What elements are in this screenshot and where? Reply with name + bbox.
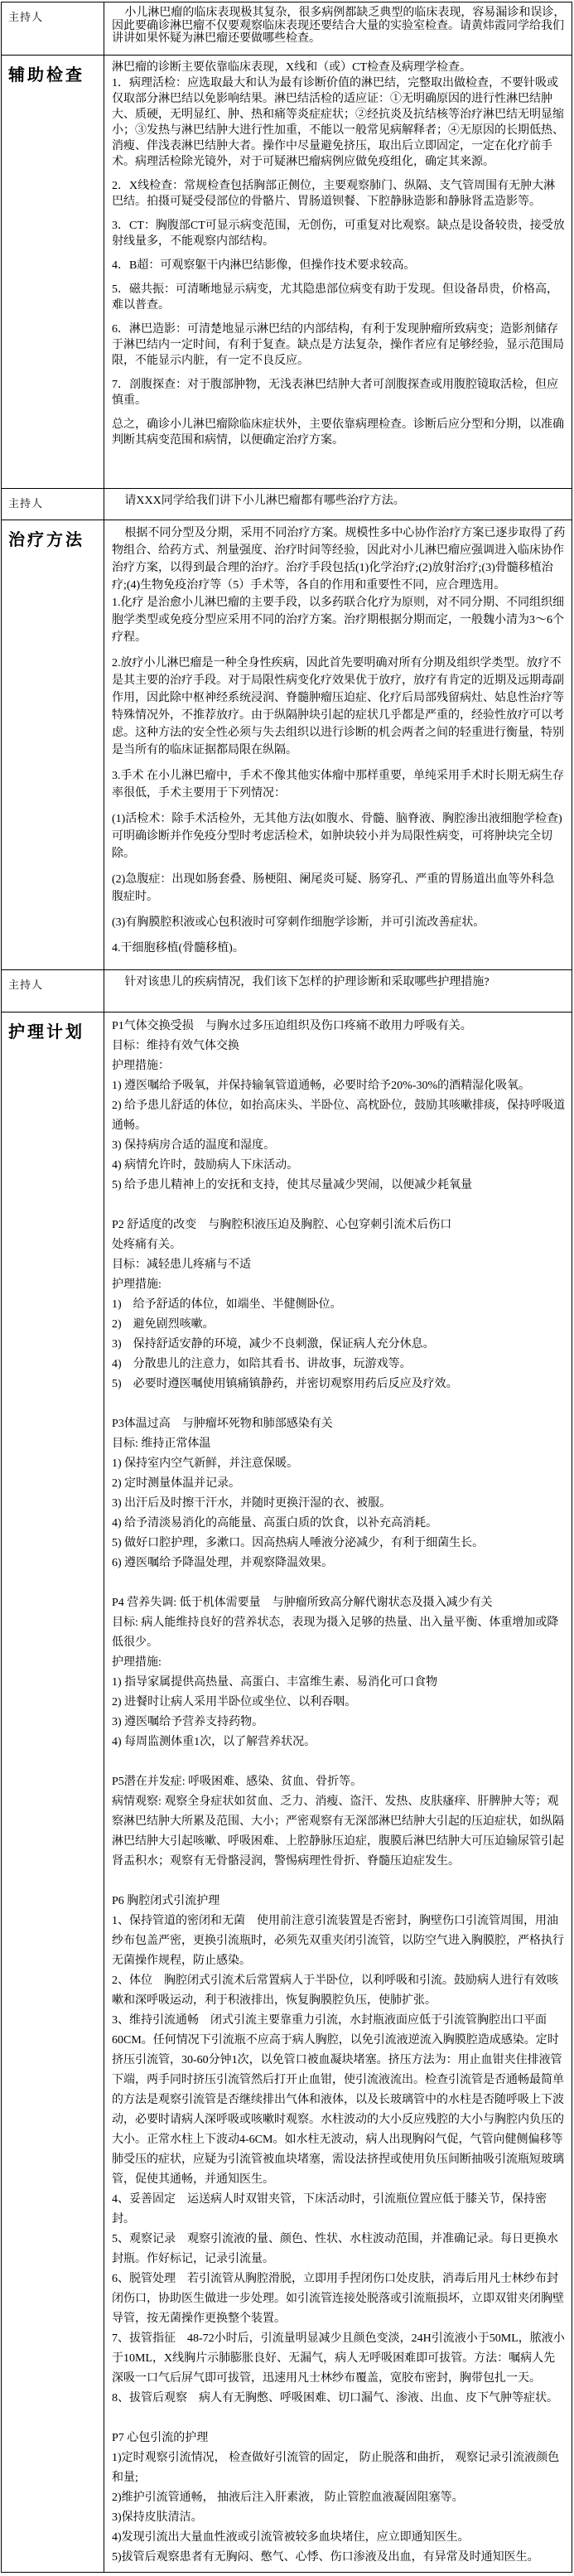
content-paragraph: 1、保持管道的密闭和无菌 使用前注意引流装置是否密封，胸壁伤口引流管周围，用油纱布包盖严密，更换引流瓶时，必须先双重夹闭引流管，以防空气进入胸膜腔，严格执行无菌操作规程，防止感染。 (112, 1915, 564, 1967)
content-paragraph: 4) 给予清淡易消化的高能量、高蛋白质的饮食，以补充高消耗。 (112, 1517, 438, 1530)
content-paragraph: 5)拔管后观察患者有无胸闷、憋气、心悸、伤口渗液及出血，有异常及时通知医生。 (112, 2551, 539, 2564)
content-paragraph: 3．CT：胸腹部CT可显示病变范围，无创伤，可重复对比观察。缺点是设备较贵，接受放射线量多，不能观察内部结构。 (112, 220, 565, 248)
content-paragraph: 2) 避免剧烈咳嗽。 (112, 1318, 215, 1331)
content-paragraph: 8、拔管后观察 病人有无胸憋、呼吸困难、切口漏气、渗液、出血、皮下气肿等症状。 (112, 2392, 558, 2404)
content-paragraph: 3) 保持舒适安静的环境，减少不良刺激，保证病人充分休息。 (112, 1338, 435, 1351)
content-paragraph: 3) 出汗后及时擦干汗水，并随时更换汗湿的衣、被服。 (112, 1497, 392, 1510)
row-label: 主持人 (8, 11, 44, 23)
content-paragraph: 根据不同分型及分期，采用不同治疗方案。规模性多中心协作治疗方案已逐步取得了药物组合、给药方式、剂量强度、治疗时间等经验，因此对小儿淋巴瘤应强调进入临床协作治疗方案，以得到最合理的治疗。治疗手段包括(1)化学治疗;(2)放射治疗;(3)骨髓移植治疗;(4)生物免疫治疗等（5）手术等，各自的作用和重要性不同，应合理选用。 (112, 527, 566, 592)
content-paragraph: 目标: 病人能维持良好的营养状态，表现为摄入足够的热量、出入量平衡、体重增加或降低很少。 (112, 1617, 559, 1649)
content-paragraph: 1) 给予舒适的体位，如端坐、半健侧卧位。 (112, 1298, 342, 1311)
content-paragraph: 1．病理活检：应选取最大和认为最有诊断价值的淋巴结，完整取出做检查，不要针吸或仅取部分淋巴结以免影响结果。淋巴结活检的适应证：①无明确原因的进行性淋巴结肿大、质硬，无明显红、肿、热和痛等炎症症状；②经抗炎及抗结核等治疗淋巴结无明显缩小；③发热与淋巴结肿大进行性加重，不能以一般常见病解释者；④无原因的长期低热、消瘦、伴浅表淋巴结肿大者。操作中尽量避免挤压，取出后立即固定，一定在化疗前手术。病理活检除光镜外，对于可疑淋巴瘤病例应做免疫组化，确定其来源。 (112, 77, 564, 168)
content-paragraph: 4) 病情允许时，鼓励病人下床活动。 (112, 1159, 299, 1172)
row-content-cell (104, 489, 572, 520)
content-paragraph: 1) 保持室内空气新鲜，并注意保暖。 (112, 1457, 299, 1470)
row-label: 主持人 (8, 497, 44, 510)
content-paragraph: 4、妥善固定 运送病人时双钳夹管，下床活动时，引流瓶位置应低于膝关节，保持密封。 (112, 2193, 547, 2226)
content-paragraph: 5) 给予患儿精神上的安抚和支持，使其尽量减少哭闹，以便减少耗氧量 (112, 1179, 473, 1191)
row-content-cell (104, 2, 572, 56)
content-paragraph: 淋巴瘤的诊断主要依靠临床表现，X线和（或）CT检查及病理学检查。 (112, 61, 471, 74)
content-paragraph: 2、体位 胸腔闭式引流术后常置病人于半卧位，以利呼吸和引流。鼓励病人进行有效咳嗽和深呼吸运动，利于积液排出，恢复胸膜腔负压，使肺扩张。 (112, 1974, 558, 2007)
content-paragraph: P5潜在并发症: 呼吸困难、感染、贫血、骨折等。 (112, 1776, 363, 1788)
row-label-cell (2, 2, 104, 56)
content-paragraph: 2．X线检查：常规检查包括胸部正侧位，主要观察肺门、纵隔、支气管周围有无肿大淋巴结。拍摄可疑受侵部位的骨骼片、胃肠道钡餐、下腔静脉造影和静脉肾盂造影等。 (112, 180, 556, 208)
row-label-cell (2, 1013, 104, 2573)
content-paragraph: 5．磁共振：可清晰地显示病变，尤其隐患部位病变有助于发现。但设备昂贵，价格高，难以普查。 (112, 283, 558, 312)
table-row (2, 1013, 572, 2573)
table-row (2, 970, 572, 1013)
content-paragraph: 2) 定时测量体温并记录。 (112, 1477, 241, 1490)
content-paragraph: 7．剖腹探查：对于腹部肿物，无浅表淋巴结肿大者可剖腹探查或用腹腔镜取活检，但应慎重。 (112, 379, 558, 407)
content-paragraph: 目标: 维持正常体温 (112, 1438, 211, 1450)
row-content-cell (104, 970, 572, 1013)
content-paragraph: 1) 遵医嘱给予吸氧，并保持输氧管道通畅，必要时给予20%-30%的酒精湿化吸氧。 (112, 1080, 531, 1092)
content-paragraph: 针对该患儿的疾病情况，我们该下怎样的护理诊断和采取哪些护理措施? (124, 976, 490, 988)
content-paragraph: 总之，确诊小儿淋巴瘤除临床症状外，主要依靠病理检查。诊断后应分型和分期，以准确判断其病变范围和病情，以便确定治疗方案。 (112, 418, 564, 447)
content-paragraph: 5) 必要时遵医嘱使用镇痛镇静药，并密切观察用药后反应及疗效。 (112, 1378, 458, 1390)
content-paragraph: 1)定时观察引流情况， 检查做好引流管的固定， 防止脱落和曲折， 观察记录引流液颜色和量; (112, 2452, 560, 2484)
row-label-cell (2, 970, 104, 1013)
content-paragraph: 2) 给予患儿舒适的体位，如抬高床头、半卧位、高枕卧位，鼓励其咳嗽排痰，保持呼吸道通畅。 (112, 1100, 566, 1132)
content-paragraph: 处疼痛有关。 (112, 1239, 181, 1251)
content-paragraph: 目标：维持有效气体交换 (112, 1040, 239, 1052)
content-paragraph: 请XXX同学给我们讲下小儿淋巴瘤都有哪些治疗方法。 (124, 495, 405, 507)
content-paragraph: P4 营养失调: 低于机体需要量 与肿瘤所致高分解代谢状态及摄入减少有关 (112, 1597, 493, 1609)
content-paragraph: 6) 遵医嘱给予降温处理，并观察降温效果。 (112, 1557, 334, 1569)
row-label: 辅助检查 (8, 66, 84, 85)
content-paragraph: 5、观察记录 观察引流液的量、颜色、性状、水柱波动范围，并准确记录。每日更换水封瓶。作好标记，记录引流量。 (112, 2233, 558, 2265)
content-paragraph: 3、维持引流通畅 闭式引流主要靠重力引流，水封瓶液面应低于引流管胸腔出口平面60CM。任何情况下引流瓶不应高于病人胸腔，以免引流液逆流入胸膜腔造成感染。定时挤压引流管，30-60分钟1次，以免管口被血凝块堵塞。挤压方法为：用止血钳夹住排液管下端，两手同时挤压引流管然后打开止血钳，使引流液流出。检查引流管是否通畅最简单的方法是观察引流管是否继续排出气体和液体，以及长玻璃管中的水柱是否随呼吸上下波动，必要时请病人深呼吸或咳嗽时观察。水柱波动的大小反应残腔的大小与胸腔内负压的大小。正常水柱上下波动4-6CM。如水柱无波动，病人出现胸闷气促，气管向健侧偏移等肺受压的症状，应疑为引流管被血块堵塞，需设法挤捏或使用负压间断抽吸引流瓶短玻璃管，促使其通畅，并通知医生。 (112, 2014, 564, 2186)
content-paragraph: 小儿淋巴瘤的临床表现极其复杂，很多病例都缺乏典型的临床表现，容易漏诊和误诊，因此要确诊淋巴瘤不仅要观察临床表现还要结合大量的实验室检查。请黄炜霞同学给我们讲讲如果怀疑为淋巴瘤还要做哪些检查。 (112, 7, 566, 45)
content-paragraph: (3)有胸膜腔积液或心包积液时可穿刺作细胞学诊断，并可引流改善症状。 (112, 916, 485, 929)
content-paragraph: 1) 指导家属提供高热量、高蛋白、丰富维生素、易消化可口食物 (112, 1676, 438, 1689)
table-row (2, 489, 572, 520)
row-content-cell (104, 56, 572, 489)
content-paragraph: 7、拔管指征 48-72小时后，引流量明显减少且颜色变淡，24H引流液小于50ML，脓液小于10ML，X线胸片示肺膨胀良好、无漏气，病人无呼吸困难即可拔管。方法：嘱病人先深吸一口气后屏气即可拔管，迅速用凡士林纱布覆盖，宽胶布密封，胸带包扎一天。 (112, 2332, 565, 2385)
table-row (2, 520, 572, 970)
content-paragraph: 病情观察: 观察全身症状如贫血、乏力、消瘦、盗汗、发热、皮肤瘙痒、肝脾肿大等；观察淋巴结肿大所累及范围、大小；严密观察有无深部淋巴结肿大引起的压迫症状，如纵隔淋巴结肿大引起咳嗽、呼吸困难、上腔静脉压迫症，腹膜后淋巴结肿大可压迫输尿管引起肾盂积水；观察有无骨骼浸润，警惕病理性骨折、脊髓压迫症发生。 (112, 1795, 564, 1868)
row-label: 主持人 (8, 979, 44, 991)
content-paragraph: 2) 进餐时让病人采用半卧位或坐位、以利吞咽。 (112, 1696, 357, 1708)
table-row (2, 56, 572, 489)
content-paragraph: 3) 遵医嘱给予营养支持药物。 (112, 1716, 264, 1728)
row-label-cell (2, 56, 104, 489)
row-label-cell (2, 489, 104, 520)
content-paragraph: 6．淋巴造影：可清楚地显示淋巴结的内部结构，有利于发现肿瘤所致病变；造影剂储存于淋巴结内一定时间，有利于复查。缺点是方法复杂，操作者应有足够经验，显示范围局限，不能显示内脏，有一定不良反应。 (112, 323, 564, 367)
content-paragraph: 3.手术 在小儿淋巴瘤中，手术不像其他实体瘤中那样重要，单纯采用手术时长期无病生存率很低，手术主要用于下列情况： (112, 770, 564, 800)
row-content-cell (104, 520, 572, 970)
content-paragraph: 护理措施： (112, 1060, 170, 1072)
content-paragraph: 3) 保持病房合适的温度和湿度。 (112, 1139, 276, 1152)
content-paragraph: 4) 每周监测体重1次，以了解营养状况。 (112, 1736, 316, 1748)
content-paragraph: 4．B超：可观察躯干内淋巴结影像，但操作技术要求较高。 (112, 259, 416, 272)
content-paragraph: 4) 分散患儿的注意力，如陪其看书、讲故事，玩游戏等。 (112, 1358, 412, 1370)
content-paragraph: 5) 做好口腔护理，多漱口。因高热病人唾液分泌减少，有利于细菌生长。 (112, 1537, 485, 1549)
row-label: 护理计划 (8, 1023, 84, 1042)
content-paragraph: P1气体交换受损 与胸水过多压迫组织及伤口疼痛不敢用力呼吸有关。 (112, 1020, 472, 1032)
content-paragraph: 4.干细胞移植(骨髓移植)。 (112, 942, 244, 955)
content-paragraph: (1)活检术：除手术活检外，无其他方法(如腹水、骨髓、脑脊液、胸腔渗出液细胞学检查)可明确诊断并作免疫分型时考虑活检术，如肿块较小并为局限性病变，可将肿块完全切除。 (112, 813, 562, 860)
content-paragraph: (2)急腹症：出现如肠套叠、肠梗阻、阑尾炎可疑、肠穿孔、严重的胃肠道出血等外科急腹症时。 (112, 873, 555, 903)
seminar-record-table (1, 2, 572, 2573)
row-label-cell (2, 520, 104, 970)
table-row (2, 2, 572, 56)
content-paragraph: P3体温过高 与肿瘤坏死物和肺部感染有关 (112, 1418, 333, 1430)
content-paragraph: 护理措施: (112, 1278, 162, 1291)
content-paragraph: 2)维护引流管通畅， 抽液后注入肝素液， 防止管腔血液凝固阻塞等。 (112, 2491, 464, 2504)
content-paragraph: 3)保持皮肤清洁。 (112, 2511, 203, 2524)
content-paragraph: 目标：减轻患儿疼痛与不适 (112, 1259, 251, 1271)
content-paragraph: P6 胸腔闭式引流护理 (112, 1895, 220, 1907)
content-paragraph: 4)发现引流出大量血性液或引流管被较多血块堵住，应立即通知医生。 (112, 2531, 470, 2544)
row-content-cell (104, 1013, 572, 2573)
content-paragraph: P7 心包引流的护理 (112, 2432, 209, 2444)
content-paragraph: 6、脱管处理 若引流管从胸腔滑脱，立即用手捏闭伤口处皮肤，消毒后用凡士林纱布封闭伤口，协助医生做进一步处理。如引流管连接处脱落或引流瓶损坏，立即双钳夹闭胸壁导管，按无菌操作更换整个装置。 (112, 2273, 564, 2325)
content-paragraph: 1.化疗 是治愈小儿淋巴瘤的主要手段，以多药联合化疗为原则，对不同分期、不同组织细胞学类型或免疫分型应采用不同的治疗方案。治疗期根据分期而定，一般魏小清为3～6个疗程。 (112, 597, 564, 644)
content-paragraph: 护理措施: (112, 1656, 162, 1669)
row-label: 治疗方法 (8, 531, 84, 549)
content-paragraph: P2 舒适度的改变 与胸腔积液压迫及胸腔、心包穿刺引流术后伤口 (112, 1219, 452, 1231)
content-paragraph: 2.放疗小儿淋巴瘤是一种全身性疾病，因此首先要明确对所有分期及组织学类型。放疗不是其主要的治疗手段。对于局限性病变化疗效果优于放疗，放疗有肯定的近期及远期毒副作用，因此除中枢神经系统浸润、脊髓肿瘤压迫症、化疗后局部残留病灶、姑息性治疗等特殊情况外，不推荐放疗。由于纵隔肿块引起的症状几乎都是严重的，经验性放疗可以考虑。这种方法的安全性必须与失去组织以进行诊断的机会两者之间的轻重进行衡量，特别是当所有的临床证据都局限在纵隔。 (112, 657, 564, 756)
